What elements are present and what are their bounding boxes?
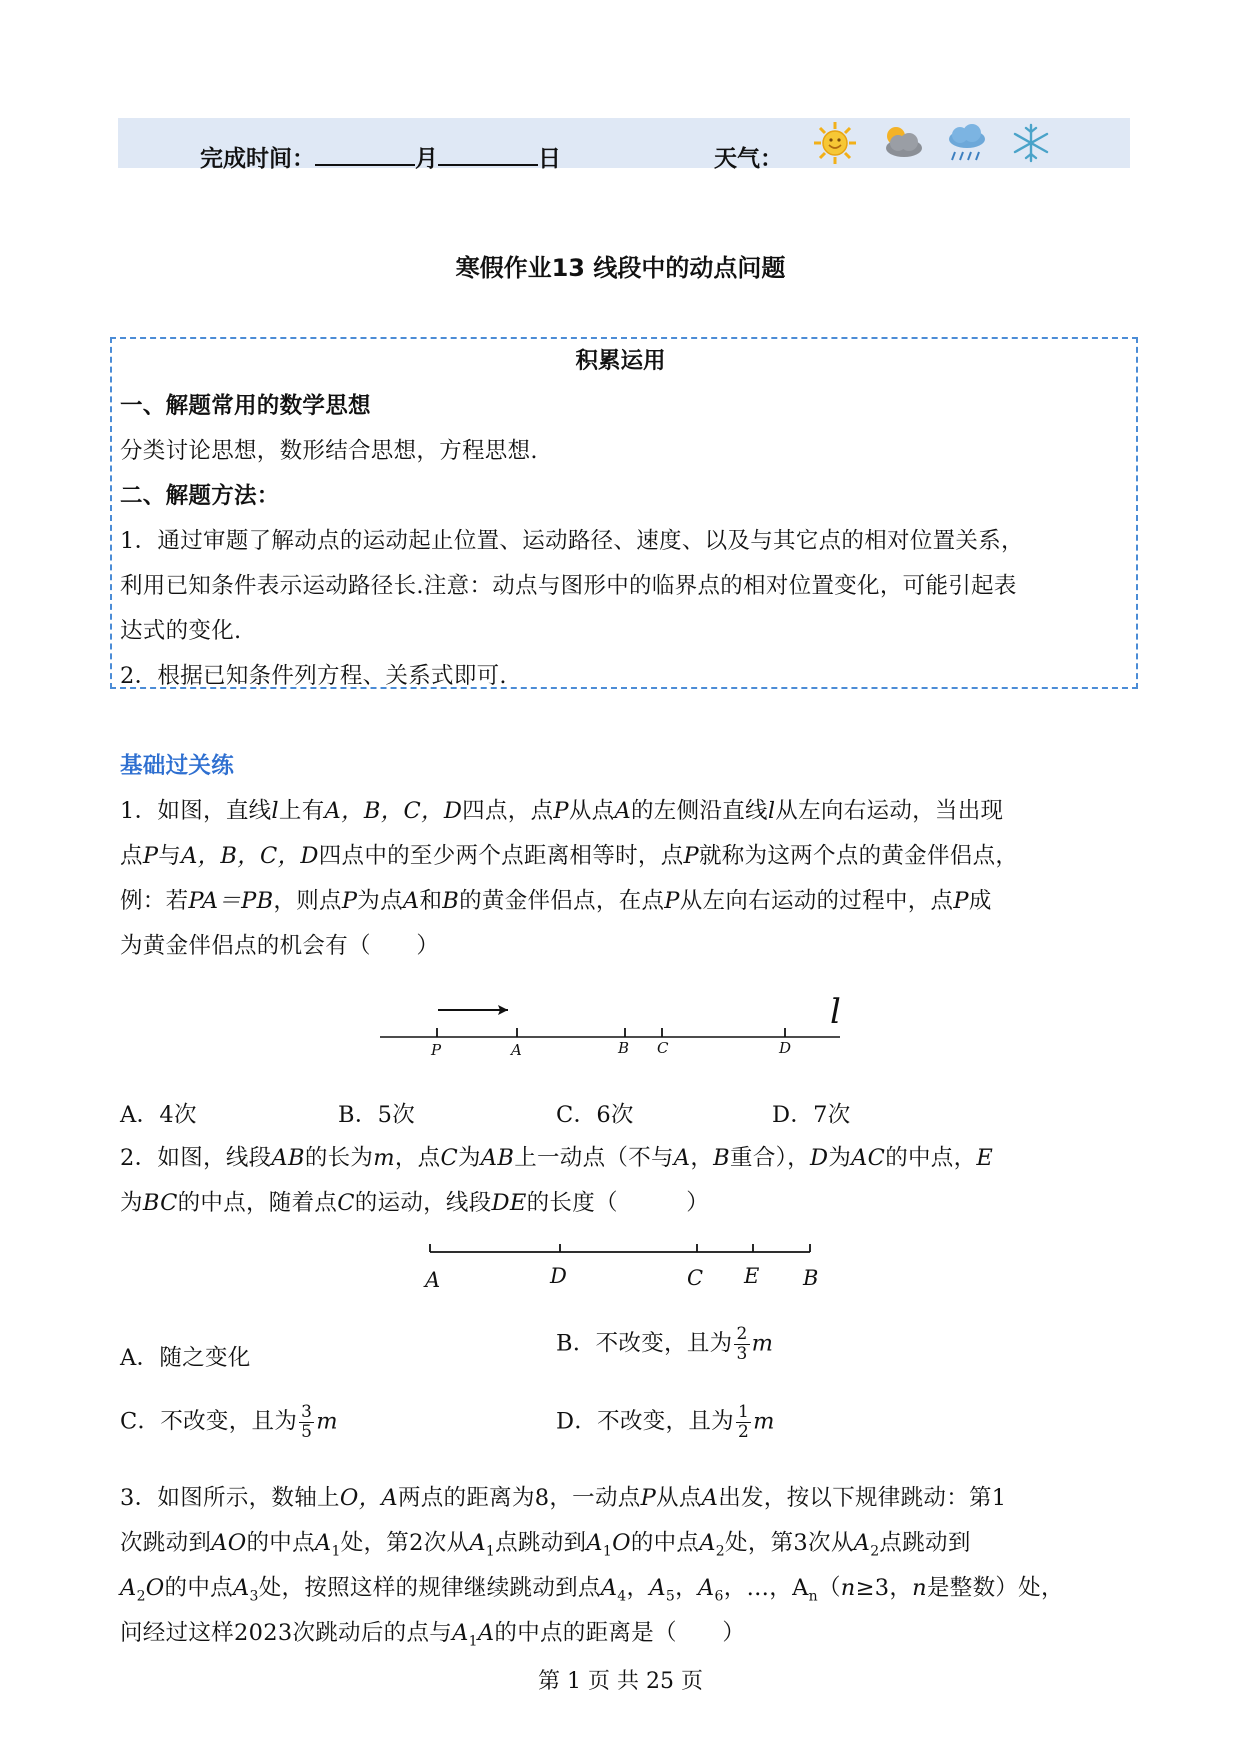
q1-label-p: P bbox=[431, 1041, 442, 1055]
q2-label-e: E bbox=[744, 1264, 760, 1288]
cloudy-icon[interactable] bbox=[878, 122, 926, 162]
q1-label-c: C bbox=[657, 1039, 669, 1055]
q1-line-4: 为黄金伴侣点的机会有（ ） bbox=[120, 933, 440, 959]
sun-icon[interactable] bbox=[812, 120, 858, 166]
q2-line-2: 为BC的中点，随着点C的运动，线段DE的长度（ ） bbox=[120, 1190, 710, 1216]
q1-line-3: 例：若PA＝PB，则点P为点A和B的黄金伴侣点，在点P从左向右运动的过程中，点P成 bbox=[120, 888, 992, 914]
day-label: 日 bbox=[538, 146, 561, 172]
q3-line-4: 问经过这样2023次跳动后的点与$A_1A$的中点的距离是（ ） bbox=[120, 1620, 746, 1650]
q2-label-c: C bbox=[687, 1266, 704, 1290]
doc-title: 寒假作业13 线段中的动点问题 bbox=[455, 254, 786, 282]
method-line-2: 利用已知条件表示运动路径长.注意：动点与图形中的临界点的相对位置变化，可能引起表 bbox=[120, 573, 1017, 599]
q1-line-label: l bbox=[830, 992, 841, 1032]
q2-label-b: B bbox=[803, 1266, 819, 1290]
q1-label-d: D bbox=[779, 1039, 792, 1055]
q3-line-1: 3．如图所示，数轴上O，A两点的距离为8，一动点P从点A出发，按以下规律跳动：第1 bbox=[120, 1485, 1007, 1511]
completion-label: 完成时间： bbox=[200, 146, 315, 172]
q1-label-b: B bbox=[618, 1039, 630, 1055]
q2-frac-b: $\frac{2}{3}$ bbox=[736, 1324, 748, 1364]
q1-label-a: A bbox=[511, 1041, 522, 1055]
q1-option-d[interactable]: D．7次 bbox=[772, 1102, 851, 1128]
month-blank[interactable] bbox=[315, 144, 415, 166]
q1-line-2: 点P与A，B，C，D四点中的至少两个点距离相等时，点P就称为这两个点的黄金伴侣点， bbox=[120, 843, 1019, 869]
q2-line-1: 2．如图，线段AB的长为m，点C为AB上一动点（不与A，B重合），D为AC的中点，E bbox=[120, 1145, 994, 1171]
snow-icon[interactable] bbox=[1010, 122, 1052, 164]
q2-option-b[interactable]: B．不改变，且为 $\frac{2}{3}$ m bbox=[556, 1324, 774, 1364]
box-heading: 积累运用 bbox=[575, 348, 666, 374]
q2-frac-d: $\frac{1}{2}$ bbox=[737, 1402, 750, 1442]
method-line-3: 达式的变化. bbox=[120, 618, 242, 644]
rain-icon[interactable] bbox=[944, 122, 990, 166]
method-line-1: 1．通过审题了解动点的运动起止位置、运动路径、速度、以及与其它点的相对位置关系， bbox=[120, 528, 1024, 554]
q1-option-c[interactable]: C．6次 bbox=[556, 1102, 634, 1128]
q2-frac-c: $\frac{3}{5}$ bbox=[301, 1402, 313, 1442]
q2-option-c[interactable]: C．不改变，且为 $\frac{3}{5}$ m bbox=[120, 1402, 338, 1442]
section1-title: 一、解题常用的数学思想 bbox=[120, 393, 371, 419]
section2-title: 二、解题方法： bbox=[120, 483, 280, 509]
q1-option-a[interactable]: A．4次 bbox=[120, 1102, 197, 1128]
q1-line-1: 1．如图，直线l上有A，B，C，D四点，点P从点A的左侧沿直线l从左向右运动，当出现 bbox=[120, 798, 1004, 824]
q3-line-3: $A_2O$的中点$A_3$处，按照这样的规律继续跳动到点$A_4$，$A_5$，$A_6$，…，$A_n(n\ge 3$，n是整数）处， bbox=[120, 1575, 1064, 1605]
day-blank[interactable] bbox=[438, 144, 538, 166]
completion-time bbox=[200, 140, 561, 173]
month-label: 月 bbox=[415, 146, 438, 172]
q2-option-d[interactable]: D．不改变，且为 $\frac{1}{2}$ m bbox=[556, 1402, 775, 1442]
section-title: 基础过关练 bbox=[120, 753, 235, 779]
weather-label: 天气： bbox=[714, 146, 783, 172]
section1-text: 分类讨论思想，数形结合思想，方程思想. bbox=[120, 438, 538, 464]
method-line-4: 2．根据已知条件列方程、关系式即可. bbox=[120, 663, 507, 689]
q1-option-b[interactable]: B．5次 bbox=[338, 1102, 416, 1128]
page-footer: 第 1 页 共 25 页 bbox=[538, 1669, 703, 1694]
q1-figure bbox=[370, 985, 860, 1055]
q2-label-a: A bbox=[425, 1268, 441, 1292]
q3-line-2: 次跳动到AO的中点$A_1$处，第2次从$A_1$点跳动到$A_1O$的中点$A_2$处，第3次从$A_2$点跳动到 bbox=[120, 1530, 971, 1560]
q2-label-d: D bbox=[550, 1264, 567, 1288]
q2-option-a[interactable]: A．随之变化 bbox=[120, 1345, 251, 1371]
q2-figure bbox=[420, 1235, 830, 1297]
